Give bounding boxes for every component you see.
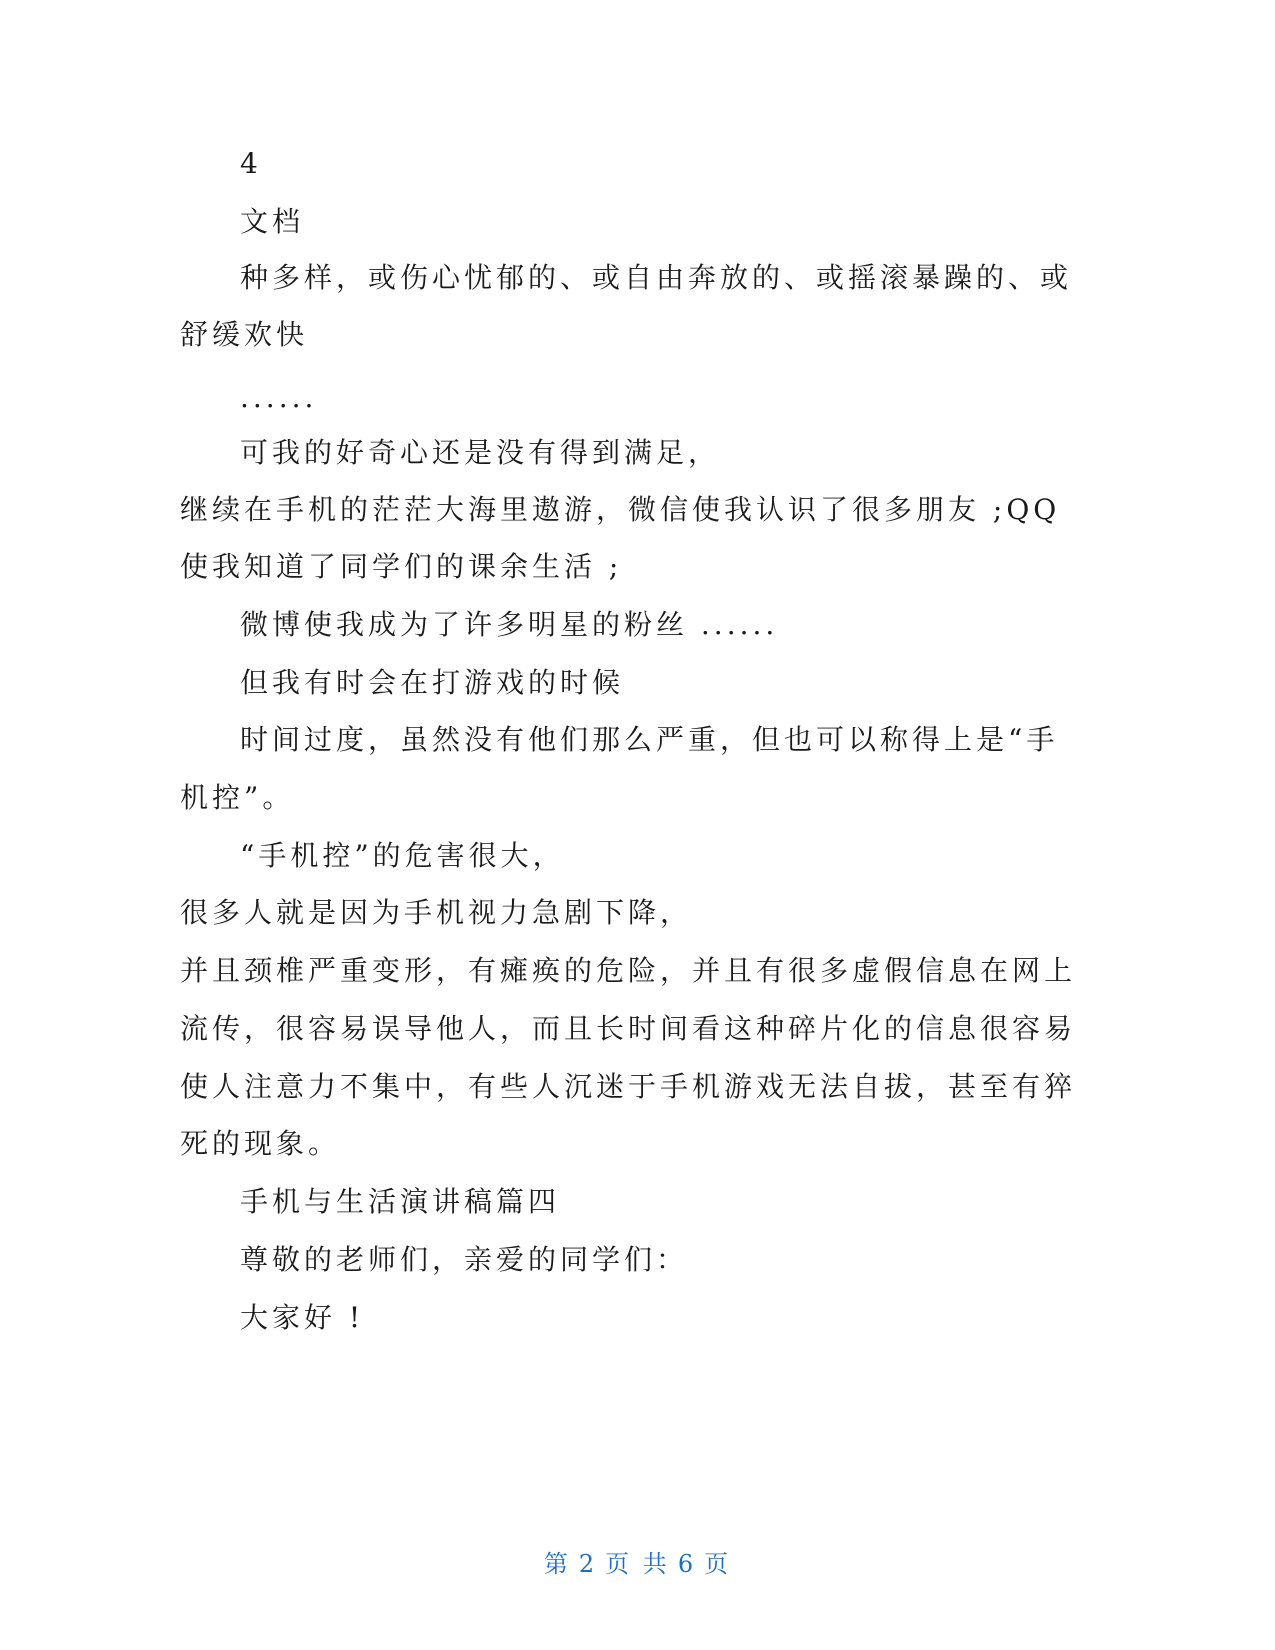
footer-current-page: 2 [578, 1550, 598, 1578]
footer-mid: 页 共 [605, 1550, 670, 1578]
text-line: 继续在手机的茫茫大海里遨游，微信使我认识了很多朋友 ;QQ [180, 493, 1061, 526]
text-line-greeting: 大家好 ! [240, 1301, 365, 1334]
text-line: 使我知道了同学们的课余生活 ; [180, 550, 623, 583]
text-line-salutation: 尊敬的老师们，亲爱的同学们： [240, 1243, 689, 1276]
text-line: 使人注意力不集中，有些人沉迷于手机游戏无法自拔，甚至有猝 [180, 1070, 1077, 1103]
text-line: 可我的好奇心还是没有得到满足， [240, 436, 721, 469]
page-footer [0, 1547, 1275, 1581]
text-line-doc-label: 文档 [240, 205, 305, 238]
text-line: 微博使我成为了许多明星的粉丝 ...... [240, 608, 779, 641]
text-line: 并且颈椎严重变形，有瘫痪的危险，并且有很多虚假信息在网上 [180, 954, 1077, 987]
text-line: 舒缓欢快 [180, 318, 309, 351]
section-heading: 手机与生活演讲稿篇四 [240, 1185, 561, 1218]
text-line: 很多人就是因为手机视力急剧下降， [180, 896, 693, 929]
footer-prefix: 第 [543, 1550, 571, 1578]
text-line: ...... [240, 381, 318, 414]
footer-suffix: 页 [704, 1550, 732, 1578]
text-line: 流传，很容易误导他人，而且长时间看这种碎片化的信息很容易 [180, 1012, 1077, 1045]
footer-total-pages: 6 [677, 1550, 697, 1578]
text-line: “手机控”的危害很大， [240, 839, 565, 872]
text-line: 时间过度，虽然没有他们那么严重，但也可以称得上是“手 [240, 723, 1059, 756]
text-line-page-number: 4 [240, 147, 262, 180]
text-line: 种多样，或伤心忧郁的、或自由奔放的、或摇滚暴躁的、或 [240, 261, 1073, 294]
text-line: 但我有时会在打游戏的时候 [240, 666, 625, 699]
text-line: 机控”。 [180, 781, 295, 814]
text-line: 死的现象。 [180, 1127, 341, 1160]
